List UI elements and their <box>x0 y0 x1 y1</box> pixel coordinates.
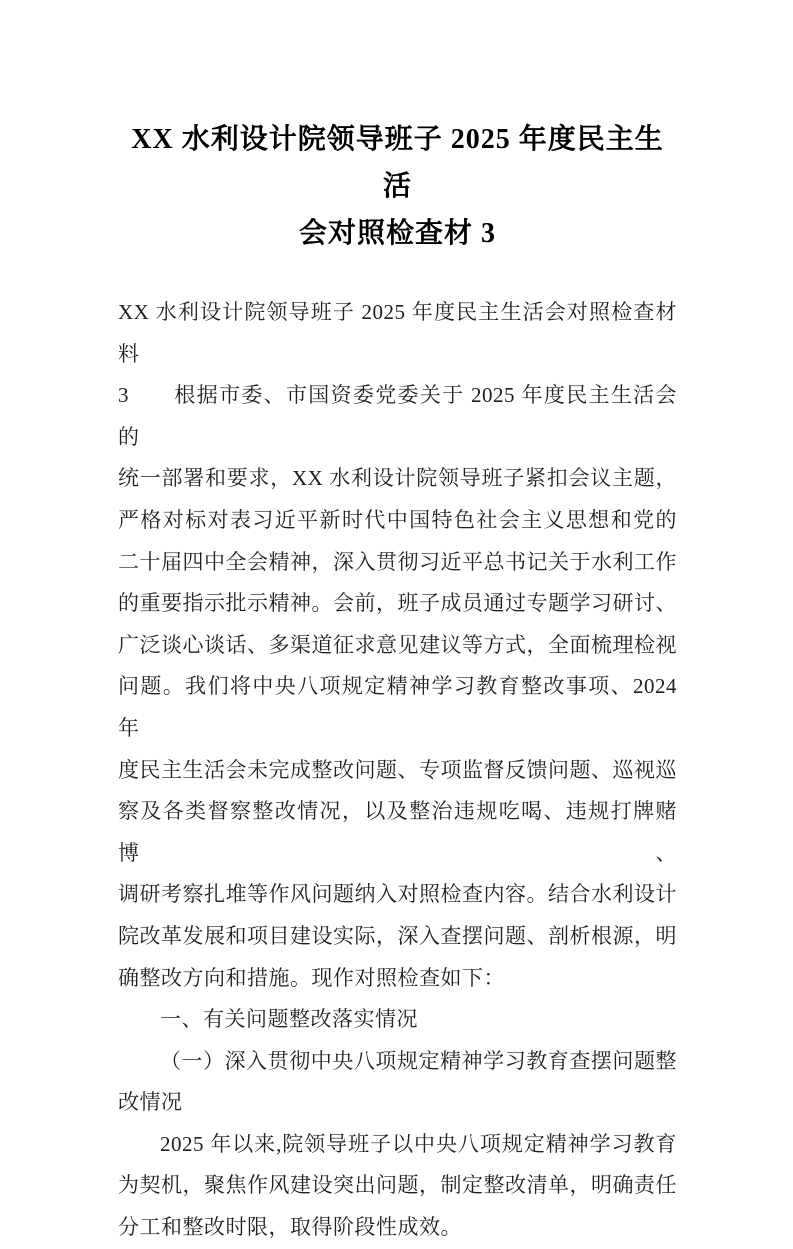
text-line: 问题。我们将中央八项规定精神学习教育整改事项、2024 年 <box>118 674 683 740</box>
text-line: 察及各类督察整改情况，以及整治违规吃喝、违规打牌赌博、 <box>118 799 677 865</box>
text-line: XX 水利设计院领导班子 2025 年度民主生活会对照检查材料 <box>118 300 677 366</box>
text-line: 院改革发展和项目建设实际，深入查摆问题、剖析根源，明 <box>118 923 677 948</box>
text-line: 严格对标对表习近平新时代中国特色社会主义思想和党的 <box>118 507 677 532</box>
text-line: 一、有关问题整改落实情况 <box>160 1007 418 1032</box>
text-line: 度民主生活会未完成整改问题、专项监督反馈问题、巡视巡 <box>118 757 677 782</box>
text-line: 广泛谈心谈话、多渠道征求意见建议等方式，全面梳理检视 <box>118 632 677 657</box>
title-line-1: XX 水利设计院领导班子 2025 年度民主生活 <box>131 124 664 202</box>
text-line: 2025 年以来,院领导班子以中央八项规定精神学习教育 <box>160 1131 677 1156</box>
text-line: 改情况 <box>118 1090 183 1115</box>
text-line: 的重要指示批示精神。会前，班子成员通过专题学习研讨、 <box>118 591 677 616</box>
document-body <box>118 292 683 1249</box>
text-line: 二十届四中全会精神，深入贯彻习近平总书记关于水利工作 <box>118 549 677 574</box>
text-line: 为契机，聚焦作风建设突出问题，制定整改清单，明确责任 <box>118 1173 677 1198</box>
text-line: 调研考察扎堆等作风问题纳入对照检查内容。结合水利设计 <box>118 882 677 907</box>
text-line: 3 根据市委、市国资委党委关于 2025 年度民主生活会的 <box>118 383 677 449</box>
text-line: （一）深入贯彻中央八项规定精神学习教育查摆问题整 <box>160 1048 677 1073</box>
title-line-2: 会对照检查材 3 <box>298 218 496 249</box>
text-line: 分工和整改时限，取得阶段性成效。 <box>118 1215 462 1240</box>
document-title <box>118 116 677 257</box>
text-line: 确整改方向和措施。现作对照检查如下： <box>118 965 505 990</box>
text-line: 统一部署和要求，XX 水利设计院领导班子紧扣会议主题， <box>118 466 677 491</box>
